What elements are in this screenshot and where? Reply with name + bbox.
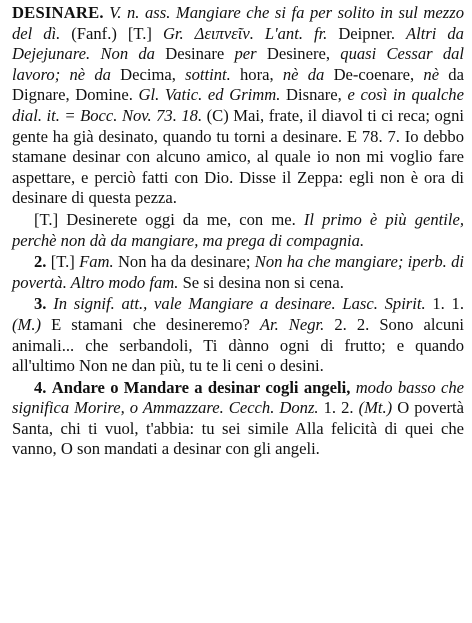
- headword: DESINARE.: [12, 3, 104, 22]
- sense-4-paragraph: [12, 378, 464, 460]
- etymology-dialect: e così in qualche dial. it.: [12, 85, 464, 125]
- idiom-phrase: Andare o Mandare a desinar cogli angeli,: [51, 377, 351, 397]
- etymology-quasi: quasi Cessar dal lavoro;: [12, 44, 465, 84]
- quotation-2: Io debbo stamane desinar con alcuno amico, al quale io non mi voglio fare aspettare, e perciò fatti con Dio. Disse il Zeppa: egli non è ora di desinare di questa pezza.: [12, 126, 464, 208]
- entry-desinare-paragraph: [12, 3, 464, 209]
- usage-note: Il primo è più gentile, perchè non dà da mangiare, ma prega di compagnia.: [12, 209, 465, 250]
- quotation: O povertà Santa, chi ti vuol, t'abbia: tu sei simile Alla felicità di quei che vanno, O son mandati a desinar con gli angeli.: [12, 398, 464, 459]
- etymology-ne-3: nè: [423, 64, 440, 84]
- example-text: Desinerete oggi da me, con me.: [66, 209, 296, 229]
- citation-author: Ar. Negr.: [259, 314, 325, 334]
- etymology-non: Non da: [100, 44, 155, 64]
- citation-ref: 1. 1.: [432, 294, 464, 314]
- sense-number: 3.: [34, 294, 47, 314]
- etymology-dignare: da Dignare, Domine.: [12, 64, 464, 105]
- etymology-hora: hora,: [240, 64, 274, 84]
- etymology-source: (Fanf.) [T.]: [71, 23, 152, 43]
- etymology-alternative: Altri da Dejejunare.: [12, 23, 464, 64]
- old-french-word: Deipner.: [338, 23, 395, 43]
- citation-ref-2: 2. 2.: [334, 314, 370, 334]
- example-text: Non ha da desinare;: [117, 252, 251, 272]
- etymology-glossary: Gl. Vatic. ed Grimm.: [138, 85, 281, 105]
- usage-note: Non ha che mangiare; iperb. di povertà. Altro modo fam.: [12, 252, 464, 292]
- citation-boccaccio: = Bocc. Nov. 73. 18.: [64, 105, 203, 125]
- etymology-ne-da-2: nè da: [282, 64, 325, 84]
- citation-ref-2: E 78. 7.: [346, 126, 400, 146]
- etymology-disnare: Disnare,: [286, 85, 342, 105]
- register-label: Fam.: [79, 252, 114, 272]
- example-tail: Se si desina non si cena.: [182, 272, 344, 292]
- sense-tommaseo-paragraph: [12, 210, 464, 251]
- etymology-per: per: [234, 44, 257, 64]
- quotation-1: (C) Mai, frate, il diavol ti ci reca; ogni gente ha già desinato, quando tu torni a desinare.: [12, 105, 464, 146]
- etymology-desinare: Desinare: [165, 44, 225, 64]
- sense-2-paragraph: [12, 252, 464, 293]
- citation-source: (M.): [12, 314, 42, 334]
- greek-etymology: Gr. Δειπνεῖν.: [162, 23, 254, 43]
- quotation-2: Sono alcuni animali... che serbandoli, Ti dànno ogni di frutto; e quando all'ultimo Non ne dan più, tu te li ceni o desini.: [12, 314, 465, 376]
- etymology-decoenare: De-coenare,: [333, 64, 415, 84]
- sense-number: 4.: [34, 377, 47, 397]
- definition: Mangiare che si fa per solito in sul mezzo del dì.: [12, 3, 464, 43]
- sense-number: 2.: [34, 252, 47, 272]
- citation-source: (Mt.): [358, 398, 393, 418]
- source-tag: [T.]: [50, 252, 75, 272]
- etymology-decima: Decima,: [120, 64, 176, 84]
- quotation: E stamani che desineremo?: [51, 314, 250, 334]
- etymology-sottint: sottint.: [185, 64, 231, 84]
- sense-3-paragraph: [12, 294, 464, 376]
- old-french-label: L'ant. fr.: [264, 23, 328, 43]
- source-tag: [T.]: [34, 209, 59, 229]
- part-of-speech: V. n. ass.: [109, 3, 171, 22]
- etymology-ne-da-1: nè da: [69, 64, 111, 84]
- etymology-desinere: Desinere,: [266, 44, 330, 64]
- sense-definition: modo basso che significa Morire, o Ammazzare. Cecch. Donz.: [12, 377, 464, 418]
- citation-ref: 1. 2.: [323, 398, 354, 418]
- sense-definition: In signif. att., vale Mangiare a desinare. Lasc. Spirit.: [53, 294, 426, 314]
